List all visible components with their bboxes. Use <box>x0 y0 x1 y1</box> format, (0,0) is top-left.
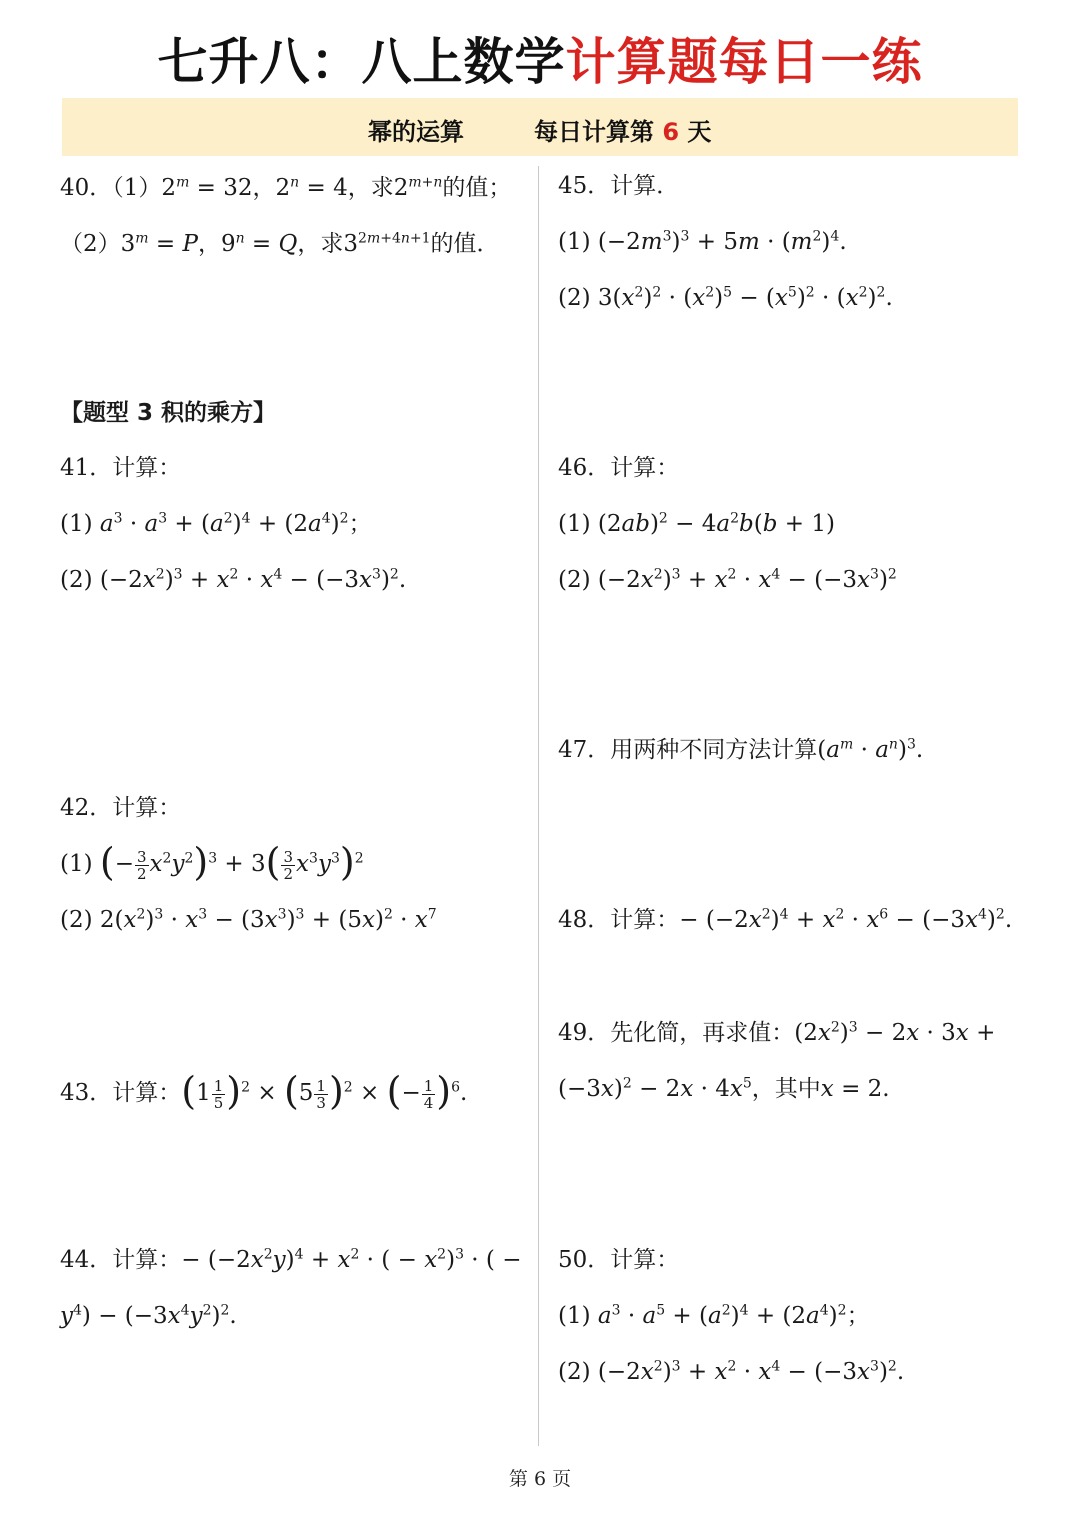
problem-40-tail2: 的值． <box>430 231 500 257</box>
problem-40-ask: 求 <box>370 175 394 201</box>
problem-40: 40．$(1)2^m = 32$，$2^n = 4$，求$2^{m+n}$的值； $(2)3^m = P$，$9^n = Q$，求$3^{2m+4n+1}$的值． <box>60 174 512 257</box>
problem-45-label: 45．计算． <box>558 173 680 199</box>
title-black: 七升八：八上数学 <box>157 33 566 91</box>
title-red: 计算题每日一练 <box>565 33 923 91</box>
problem-41: 41．计算： (1) $a^3 \cdot a^3 + (a^2)^4 + (2a^4)^2$； (2) $(-2x^2)^3 + x^2 \cdot x^4 - (-3x^3)^2$. <box>60 440 406 608</box>
problem-49-where: ，其中 <box>751 1076 821 1102</box>
problem-47-label: 47．用两种不同方法计算 <box>558 737 818 763</box>
problem-49: 49．先化简，再求值：$(2x^2)^3 - 2x \cdot 3x$ + $(-3x)^2 - 2x \cdot 4x^5$，其中x = 2. <box>558 1019 996 1102</box>
banner-day-prefix: 每日计算第 <box>534 118 654 146</box>
problem-48: 48．计算：− $(-2x^2)^4 + x^2 \cdot x^6 - (-3x^4)^2$. <box>558 906 1013 933</box>
topic-banner <box>62 98 1018 156</box>
banner-day-number: 6 <box>662 118 680 146</box>
problem-44: 44．计算：− $(-2x^2y)^4 + x^2$ · ( − $x^2)^3$ · ( − $y^4) - (-3x^4y^2)^2$. <box>60 1246 522 1329</box>
problem-50: 50．计算： (1) $a^3 \cdot a^5 + (a^2)^4 + (2a^4)^2$； (2) $(-2x^2)^3 + x^2 \cdot x^4 - (-3x^3)^2$. <box>558 1232 904 1400</box>
banner-topic: 幂的运算 <box>368 118 464 146</box>
banner-day <box>534 112 711 147</box>
problem-40-part2: （2） <box>60 231 121 257</box>
problem-44-label: 44．计算： <box>60 1247 182 1273</box>
section-heading: 【题型 3 积的乘方】 <box>60 400 277 426</box>
problem-48-label: 48．计算： <box>558 907 680 933</box>
problem-42: 42．计算： (1) (− $\frac{3}{2}$ $x^2y^2)^3 + 3$( $\frac{3}{2}$ $x^3y^3)^2$ (2) $2(x^2)^3 \cdot x^3 - (3x^3)^3 + (5x)^2 \cdot x^7$ <box>60 780 437 948</box>
problem-41-label: 41．计算： <box>60 455 182 481</box>
problem-40-tail1: 的值； <box>442 175 512 201</box>
problem-45: 45．计算． (1) $(-2m^3)^3 + 5m \cdot (m^2)^4$. (2) $3(x^2)^2 \cdot (x^2)^5 - (x^5)^2 \cdot (x^2)^2$. <box>558 158 893 326</box>
page-title <box>0 22 1080 94</box>
problem-42-label: 42．计算： <box>60 795 182 821</box>
problem-47: 47．用两种不同方法计算$(a^m \cdot a^n)^3$. <box>558 736 924 763</box>
column-divider <box>538 166 539 1446</box>
problem-46-label: 46．计算： <box>558 455 680 481</box>
problem-46: 46．计算： (1) $(2ab)^2 - 4a^2b(b + 1)$ (2) $(-2x^2)^3 + x^2 \cdot x^4 - (-3x^3)^2$ <box>558 440 897 608</box>
page-number: 第 6 页 <box>508 1468 572 1490</box>
problem-40-label: 40． <box>60 175 113 201</box>
problem-50-label: 50．计算： <box>558 1247 680 1273</box>
problem-43-label: 43．计算： <box>60 1080 182 1106</box>
banner-day-suffix: 天 <box>687 118 712 146</box>
problem-49-label: 49．先化简，再求值： <box>558 1020 795 1046</box>
problem-43: 43．计算：(1 $\frac{1}{5}$ )$^2$ × (5 $\frac{1}{3}$ )$^2$ × (− $\frac{1}{4}$ )$^6$. <box>60 1069 468 1113</box>
